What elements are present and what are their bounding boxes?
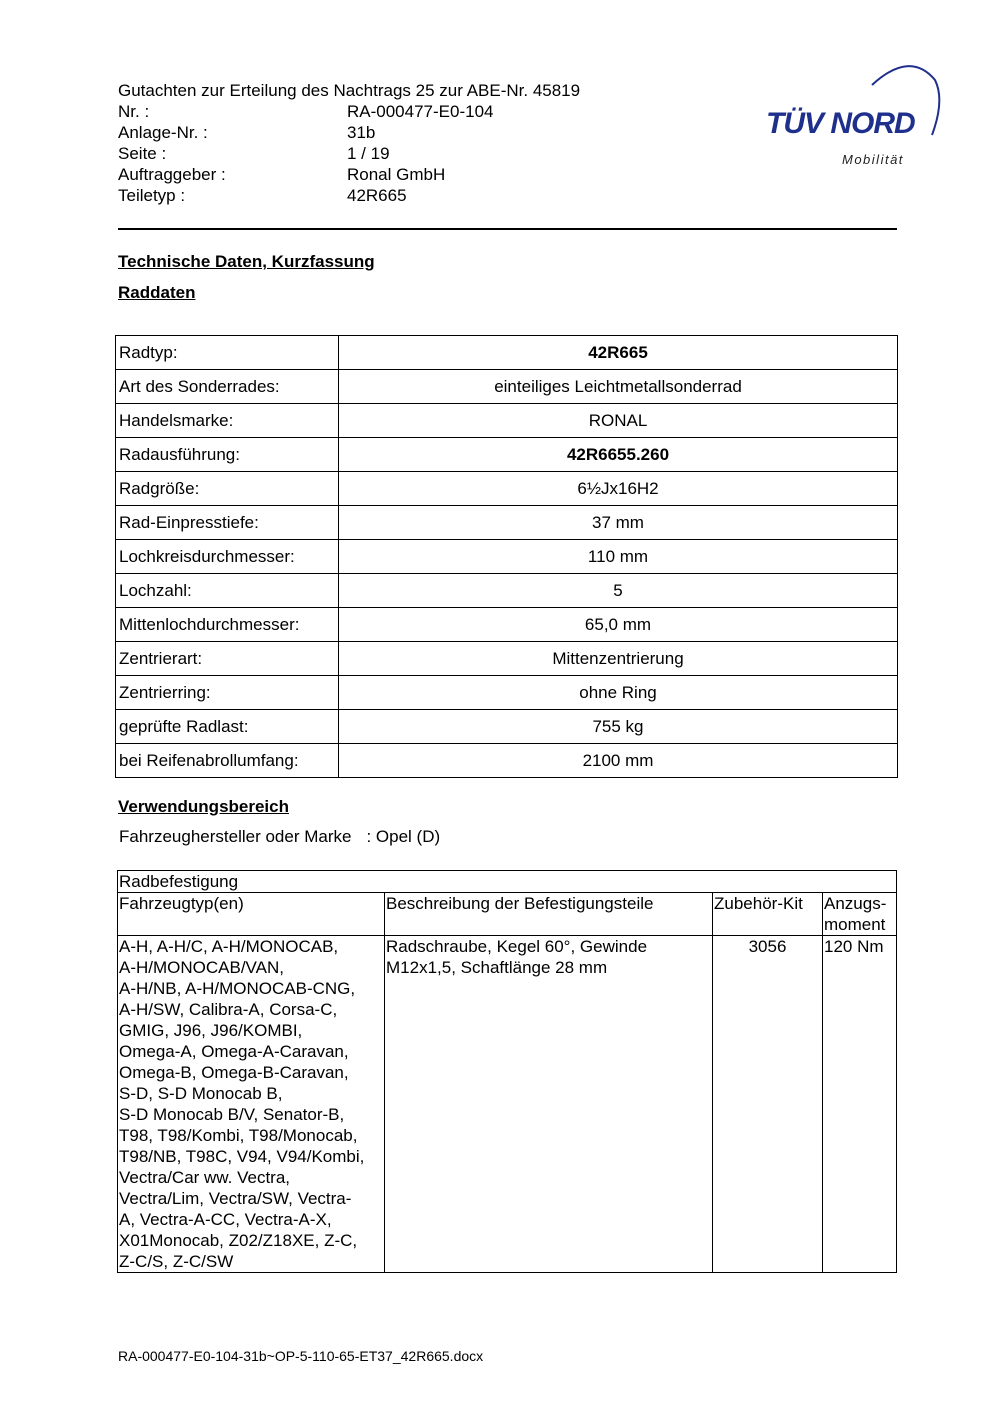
table-row: Radgröße: 6½Jx16H2 (116, 472, 898, 506)
table-row: Zentrierring: ohne Ring (116, 676, 898, 710)
report-title: Gutachten zur Erteilung des Nachtrags 25 zur ABE-Nr. 45819 (118, 81, 581, 100)
footer-filename: RA-000477-E0-104-31b~OP-5-110-65-ET37_42R665.docx (118, 1348, 484, 1364)
tuev-nord-logo (760, 55, 950, 175)
torque-cell: 120 Nm (823, 936, 897, 1273)
header-row-teiletyp: Teiletyp : 42R665 (118, 186, 407, 205)
document-header (118, 80, 580, 206)
table-row: Zentrierart: Mittenzentrierung (116, 642, 898, 676)
table-row: Lochzahl: 5 (116, 574, 898, 608)
table-row: Mittenlochdurchmesser: 65,0 mm (116, 608, 898, 642)
table-header-row (118, 893, 897, 936)
table-row: Handelsmarke: RONAL (116, 404, 898, 438)
section-usage-heading: Verwendungsbereich (118, 797, 289, 816)
table-row: Radausführung: 42R6655.260 (116, 438, 898, 472)
table-row (118, 936, 897, 1273)
section-technical-heading: Technische Daten, Kurzfassung (118, 252, 375, 271)
table-row: Radtyp: 42R665 (116, 336, 898, 370)
table-row: Lochkreisdurchmesser: 110 mm (116, 540, 898, 574)
table-row: Rad-Einpresstiefe: 37 mm (116, 506, 898, 540)
mounting-description-cell: Radschraube, Kegel 60°, Gewinde M12x1,5, Schaftlänge 28 mm (385, 936, 713, 1273)
vehicle-types-cell: A-H, A-H/C, A-H/MONOCAB, A-H/MONOCAB/VAN, A-H/NB, A-H/MONOCAB-CNG, A-H/SW, Calibra-A, Corsa-C, GMIG, J96, J96/KOMBI, Omega-A, Omega-A-Caravan, Omega-B, Omega-B-Caravan, S-D, S-D Monocab B, S-D Monocab B/V, Senator-B, T98, T98/Kombi, T98/Monocab, T98/NB, T98C, V94, V94/Kombi, Vectra/Car ww. Vectra, Vectra/Lim, Vectra/SW, Vectra- A, Vectra-A-CC, Vectra-A-X, X01Monocab, Z02/Z18XE, Z-C, Z-C/S, Z-C/SW (118, 936, 385, 1273)
col-header-types: Fahrzeugtyp(en) (118, 893, 385, 936)
mounting-table (117, 870, 897, 1273)
header-row-auftraggeber: Auftraggeber : Ronal GmbH (118, 165, 446, 184)
table-caption-row (118, 871, 897, 893)
kit-number-cell: 3056 (713, 936, 823, 1273)
header-row-nr: Nr. : RA-000477-E0-104 (118, 102, 494, 121)
manufacturer-label: Fahrzeughersteller oder Marke (119, 827, 352, 846)
table-row: bei Reifenabrollumfang: 2100 mm (116, 744, 898, 778)
col-header-kit: Zubehör-Kit (713, 893, 823, 936)
logo-subtitle: Mobilität (842, 152, 904, 167)
col-header-torque: Anzugs- moment (823, 893, 897, 936)
wheel-data-table (115, 335, 898, 778)
header-row-anlage: Anlage-Nr. : 31b (118, 123, 376, 142)
header-row-seite: Seite : 1 / 19 (118, 144, 390, 163)
col-header-description: Beschreibung der Befestigungsteile (385, 893, 713, 936)
section-wheel-heading: Raddaten (118, 283, 196, 302)
manufacturer-separator: : (366, 827, 372, 846)
logo-brand: TÜV NORD (766, 107, 915, 140)
table-row: Art des Sonderrades: einteiliges Leichtmetallsonderrad (116, 370, 898, 404)
header-divider (118, 228, 897, 230)
mounting-caption: Radbefestigung (118, 871, 897, 893)
table-row: geprüfte Radlast: 755 kg (116, 710, 898, 744)
manufacturer-line (119, 827, 440, 847)
manufacturer-value: Opel (D) (375, 827, 441, 846)
